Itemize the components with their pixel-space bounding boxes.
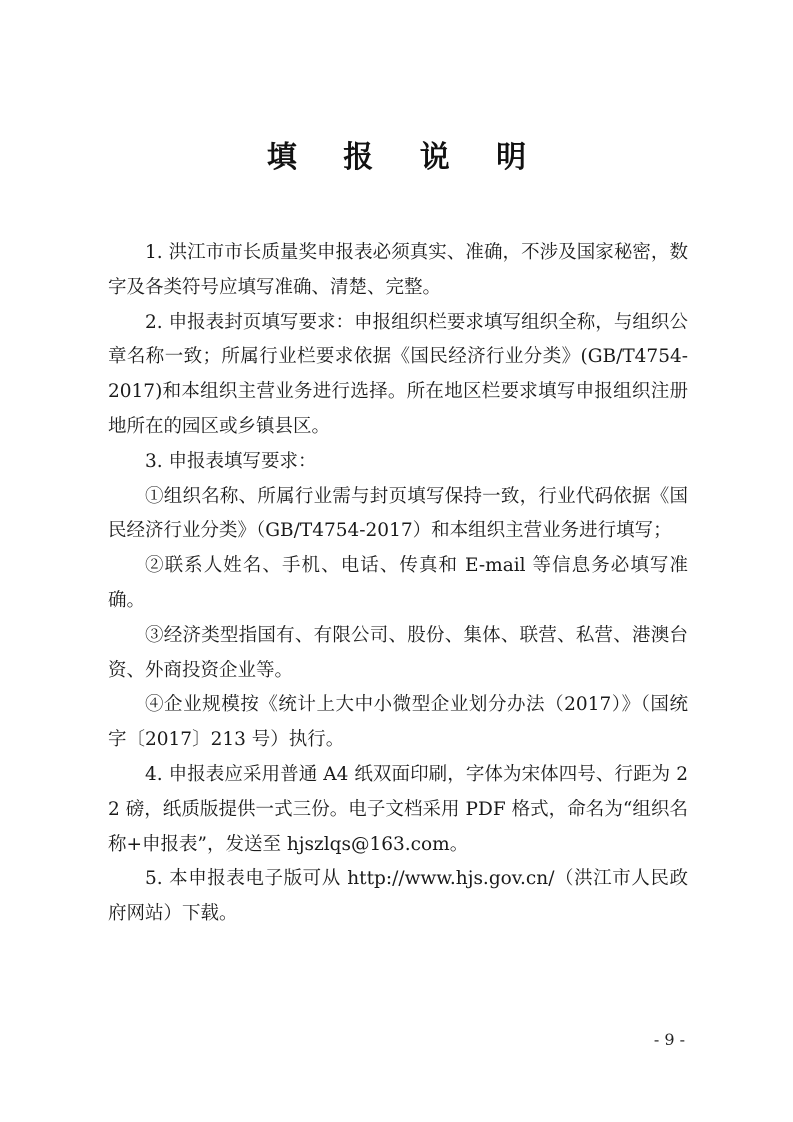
page-number: - 9 -: [653, 1030, 685, 1049]
instruction-subitem-1: ①组织名称、所属行业需与封页填写保持一致，行业代码依据《国民经济行业分类》（GB/T4754-2017）和本组织主营业务进行填写；: [108, 485, 688, 542]
instruction-paragraph-4: 4. 申报表应采用普通 A4 纸双面印刷，字体为宋体四号、行距为 22 磅，纸质版提供一式三份。电子文档采用 PDF 格式，命名为“组织名称+申报表”，发送至 hjszlqs@163.com。: [108, 763, 688, 855]
instruction-paragraph-2: 2. 申报表封页填写要求：申报组织栏要求填写组织全称，与组织公章名称一致；所属行业栏要求依据《国民经济行业分类》(GB/T4754-2017)和本组织主营业务进行选择。所在地区栏要求填写申报组织注册地所在的园区或乡镇县区。: [108, 311, 688, 437]
page-title: 填 报 说 明: [266, 140, 545, 175]
instruction-paragraph-3: 3. 申报表填写要求：: [145, 450, 317, 472]
instruction-subitem-3: ③经济类型指国有、有限公司、股份、集体、联营、私营、港澳台资、外商投资企业等。: [108, 624, 688, 681]
instruction-paragraph-5: 5. 本申报表电子版可从 http://www.hjs.gov.cn/（洪江市人民政府网站）下载。: [108, 868, 688, 925]
instruction-paragraph-1: 1. 洪江市市长质量奖申报表必须真实、准确，不涉及国家秘密，数字及各类符号应填写准确、清楚、完整。: [108, 242, 688, 298]
instructions-body: [108, 236, 688, 932]
instruction-subitem-4: ④企业规模按《统计上大中小微型企业划分办法（2017）》（国统字〔2017〕213 号）执行。: [108, 694, 688, 751]
instruction-subitem-2: ②联系人姓名、手机、电话、传真和 E-mail 等信息务必填写准确。: [108, 555, 688, 611]
